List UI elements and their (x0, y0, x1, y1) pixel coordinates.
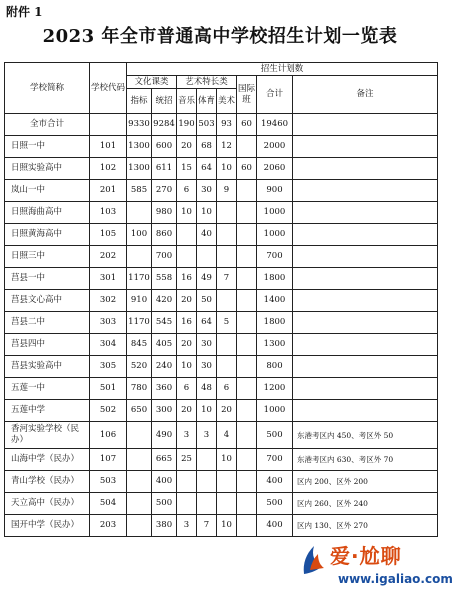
cell-quota (127, 246, 152, 268)
table-row (5, 356, 438, 378)
cell-code (90, 114, 127, 136)
cell-code: 504 (90, 493, 127, 515)
table-row (5, 136, 438, 158)
cell-fine-art: 5 (217, 312, 237, 334)
cell-music: 20 (177, 290, 197, 312)
table-row (5, 268, 438, 290)
header-fine-art: 美术 (217, 89, 237, 114)
header-music: 音乐 (177, 89, 197, 114)
cell-fine-art: 9 (217, 180, 237, 202)
cell-name: 岚山一中 (5, 180, 90, 202)
header-culture: 文化课类 (127, 76, 177, 89)
cell-total: 500 (257, 493, 293, 515)
cell-unified: 405 (152, 334, 177, 356)
cell-code: 203 (90, 515, 127, 537)
cell-intl (237, 493, 257, 515)
cell-code: 304 (90, 334, 127, 356)
cell-fine-art (217, 290, 237, 312)
cell-name: 莒县四中 (5, 334, 90, 356)
cell-fine-art: 10 (217, 515, 237, 537)
cell-sports: 50 (197, 290, 217, 312)
cell-code: 501 (90, 378, 127, 400)
cell-total: 400 (257, 471, 293, 493)
cell-quota: 845 (127, 334, 152, 356)
cell-intl (237, 334, 257, 356)
header-school-code: 学校代码 (90, 63, 127, 114)
table-row (5, 158, 438, 180)
header-art: 艺术特长类 (177, 76, 237, 89)
cell-note: 区内 260、区外 240 (293, 493, 438, 515)
cell-music: 20 (177, 400, 197, 422)
cell-name: 山海中学（民办） (5, 449, 90, 471)
table-row (5, 290, 438, 312)
cell-note: 东港考区内 450、考区外 50 (293, 422, 438, 449)
cell-quota (127, 493, 152, 515)
header-unified: 统招 (152, 89, 177, 114)
cell-unified: 860 (152, 224, 177, 246)
cell-name: 日照三中 (5, 246, 90, 268)
table-row (5, 449, 438, 471)
cell-quota: 1300 (127, 158, 152, 180)
cell-code: 201 (90, 180, 127, 202)
cell-intl (237, 378, 257, 400)
cell-quota: 520 (127, 356, 152, 378)
cell-intl (237, 356, 257, 378)
cell-fine-art (217, 202, 237, 224)
cell-code: 202 (90, 246, 127, 268)
cell-unified: 611 (152, 158, 177, 180)
cell-unified: 420 (152, 290, 177, 312)
cell-music: 6 (177, 180, 197, 202)
cell-music: 6 (177, 378, 197, 400)
cell-intl (237, 268, 257, 290)
cell-unified: 240 (152, 356, 177, 378)
cell-note (293, 290, 438, 312)
attachment-label: 附件 1 (6, 5, 43, 19)
cell-unified: 665 (152, 449, 177, 471)
cell-total: 500 (257, 422, 293, 449)
cell-note (293, 180, 438, 202)
cell-name: 日照海曲高中 (5, 202, 90, 224)
cell-total: 1000 (257, 224, 293, 246)
cell-name: 日照一中 (5, 136, 90, 158)
cell-unified: 545 (152, 312, 177, 334)
cell-name: 全市合计 (5, 114, 90, 136)
cell-name: 日照实验高中 (5, 158, 90, 180)
cell-intl (237, 136, 257, 158)
cell-note: 区内 130、区外 270 (293, 515, 438, 537)
cell-sports: 503 (197, 114, 217, 136)
cell-note: 东港考区内 630、考区外 70 (293, 449, 438, 471)
cell-note (293, 268, 438, 290)
cell-total: 1200 (257, 378, 293, 400)
header-plan: 招生计划数 (127, 63, 438, 76)
cell-note (293, 224, 438, 246)
cell-unified: 500 (152, 493, 177, 515)
cell-fine-art: 10 (217, 158, 237, 180)
cell-unified: 300 (152, 400, 177, 422)
cell-name: 青山学校（民办） (5, 471, 90, 493)
cell-quota: 650 (127, 400, 152, 422)
cell-sports: 3 (197, 422, 217, 449)
cell-fine-art: 6 (217, 378, 237, 400)
cell-unified: 400 (152, 471, 177, 493)
cell-intl (237, 246, 257, 268)
table-row (5, 422, 438, 449)
cell-code: 103 (90, 202, 127, 224)
cell-code: 502 (90, 400, 127, 422)
cell-sports: 30 (197, 356, 217, 378)
watermark-text: 爱·尬聊 (330, 544, 402, 568)
table-row (5, 400, 438, 422)
cell-name: 香河实验学校（民办） (5, 422, 90, 449)
cell-quota (127, 422, 152, 449)
table-row (5, 471, 438, 493)
table-row (5, 224, 438, 246)
cell-note (293, 334, 438, 356)
cell-note (293, 356, 438, 378)
cell-note (293, 400, 438, 422)
cell-total: 1800 (257, 268, 293, 290)
cell-intl (237, 449, 257, 471)
cell-code: 105 (90, 224, 127, 246)
cell-sports: 48 (197, 378, 217, 400)
cell-quota: 9330 (127, 114, 152, 136)
cell-intl (237, 422, 257, 449)
cell-code: 101 (90, 136, 127, 158)
cell-sports (197, 471, 217, 493)
cell-music: 3 (177, 422, 197, 449)
cell-sports: 40 (197, 224, 217, 246)
cell-note (293, 246, 438, 268)
cell-intl (237, 400, 257, 422)
watermark-url: www.igaliao.com (338, 572, 453, 586)
cell-quota (127, 515, 152, 537)
cell-sports: 64 (197, 158, 217, 180)
cell-total: 800 (257, 356, 293, 378)
cell-total: 2000 (257, 136, 293, 158)
cell-total: 400 (257, 515, 293, 537)
cell-note (293, 202, 438, 224)
cell-note (293, 378, 438, 400)
cell-name: 五莲中学 (5, 400, 90, 422)
cell-music: 20 (177, 136, 197, 158)
cell-music: 10 (177, 356, 197, 378)
cell-total: 19460 (257, 114, 293, 136)
cell-unified: 360 (152, 378, 177, 400)
cell-name: 莒县一中 (5, 268, 90, 290)
header-total: 合计 (257, 76, 293, 114)
cell-fine-art: 10 (217, 449, 237, 471)
cell-sports: 7 (197, 515, 217, 537)
cell-sports (197, 246, 217, 268)
cell-music (177, 493, 197, 515)
table-row (5, 515, 438, 537)
header-quota: 指标 (127, 89, 152, 114)
cell-intl (237, 224, 257, 246)
cell-fine-art: 12 (217, 136, 237, 158)
table-row (5, 114, 438, 136)
cell-total: 1300 (257, 334, 293, 356)
cell-fine-art (217, 224, 237, 246)
header-note: 备注 (293, 76, 438, 114)
cell-code: 303 (90, 312, 127, 334)
cell-unified: 380 (152, 515, 177, 537)
cell-music: 15 (177, 158, 197, 180)
cell-total: 700 (257, 449, 293, 471)
cell-fine-art (217, 493, 237, 515)
cell-intl (237, 312, 257, 334)
cell-quota: 585 (127, 180, 152, 202)
cell-total: 1000 (257, 400, 293, 422)
cell-sports (197, 449, 217, 471)
cell-quota: 1300 (127, 136, 152, 158)
cell-note (293, 136, 438, 158)
header-intl: 国际班 (237, 76, 257, 114)
cell-quota: 910 (127, 290, 152, 312)
cell-name: 日照黄海高中 (5, 224, 90, 246)
cell-intl (237, 471, 257, 493)
cell-intl (237, 180, 257, 202)
cell-sports: 10 (197, 202, 217, 224)
cell-intl: 60 (237, 114, 257, 136)
table-row (5, 246, 438, 268)
header-school-name: 学校简称 (5, 63, 90, 114)
cell-code: 106 (90, 422, 127, 449)
cell-code: 305 (90, 356, 127, 378)
cell-unified: 980 (152, 202, 177, 224)
cell-total: 1400 (257, 290, 293, 312)
cell-note: 区内 200、区外 200 (293, 471, 438, 493)
cell-music: 3 (177, 515, 197, 537)
cell-music (177, 224, 197, 246)
cell-intl (237, 290, 257, 312)
cell-fine-art (217, 334, 237, 356)
cell-unified: 700 (152, 246, 177, 268)
cell-total: 1800 (257, 312, 293, 334)
cell-code: 102 (90, 158, 127, 180)
cell-code: 107 (90, 449, 127, 471)
cell-fine-art (217, 246, 237, 268)
cell-unified: 558 (152, 268, 177, 290)
table-row (5, 334, 438, 356)
cell-total: 900 (257, 180, 293, 202)
cell-music: 16 (177, 268, 197, 290)
table-row (5, 493, 438, 515)
cell-quota (127, 202, 152, 224)
cell-sports: 30 (197, 334, 217, 356)
cell-fine-art: 4 (217, 422, 237, 449)
cell-name: 天立高中（民办） (5, 493, 90, 515)
cell-note (293, 114, 438, 136)
cell-music: 190 (177, 114, 197, 136)
cell-code: 301 (90, 268, 127, 290)
cell-note (293, 312, 438, 334)
cell-name: 莒县文心高中 (5, 290, 90, 312)
cell-quota (127, 471, 152, 493)
cell-unified: 600 (152, 136, 177, 158)
document-title: 2023 年全市普通高中学校招生计划一览表 (42, 26, 398, 47)
cell-fine-art (217, 356, 237, 378)
cell-music: 20 (177, 334, 197, 356)
cell-sports (197, 493, 217, 515)
table-row (5, 202, 438, 224)
cell-fine-art: 20 (217, 400, 237, 422)
cell-quota: 1170 (127, 268, 152, 290)
cell-music: 10 (177, 202, 197, 224)
cell-sports: 49 (197, 268, 217, 290)
cell-intl: 60 (237, 158, 257, 180)
cell-intl (237, 515, 257, 537)
cell-fine-art (217, 471, 237, 493)
table-row (5, 180, 438, 202)
cell-music (177, 246, 197, 268)
cell-sports: 10 (197, 400, 217, 422)
table-row (5, 378, 438, 400)
cell-sports: 64 (197, 312, 217, 334)
cell-note (293, 158, 438, 180)
cell-unified: 490 (152, 422, 177, 449)
cell-code: 302 (90, 290, 127, 312)
cell-quota (127, 449, 152, 471)
cell-quota: 1170 (127, 312, 152, 334)
cell-unified: 270 (152, 180, 177, 202)
cell-fine-art: 7 (217, 268, 237, 290)
cell-name: 国开中学（民办） (5, 515, 90, 537)
cell-total: 2060 (257, 158, 293, 180)
cell-name: 五莲一中 (5, 378, 90, 400)
cell-fine-art: 93 (217, 114, 237, 136)
cell-total: 1000 (257, 202, 293, 224)
cell-name: 莒县二中 (5, 312, 90, 334)
watermark-logo-icon (300, 540, 328, 580)
cell-sports: 30 (197, 180, 217, 202)
cell-name: 莒县实验高中 (5, 356, 90, 378)
cell-intl (237, 202, 257, 224)
cell-unified: 9284 (152, 114, 177, 136)
cell-quota: 780 (127, 378, 152, 400)
cell-music: 16 (177, 312, 197, 334)
cell-music: 25 (177, 449, 197, 471)
table-row (5, 312, 438, 334)
cell-total: 700 (257, 246, 293, 268)
cell-quota: 100 (127, 224, 152, 246)
header-sports: 体育 (197, 89, 217, 114)
cell-sports: 68 (197, 136, 217, 158)
enrollment-plan-table (4, 62, 438, 537)
cell-code: 503 (90, 471, 127, 493)
cell-music (177, 471, 197, 493)
